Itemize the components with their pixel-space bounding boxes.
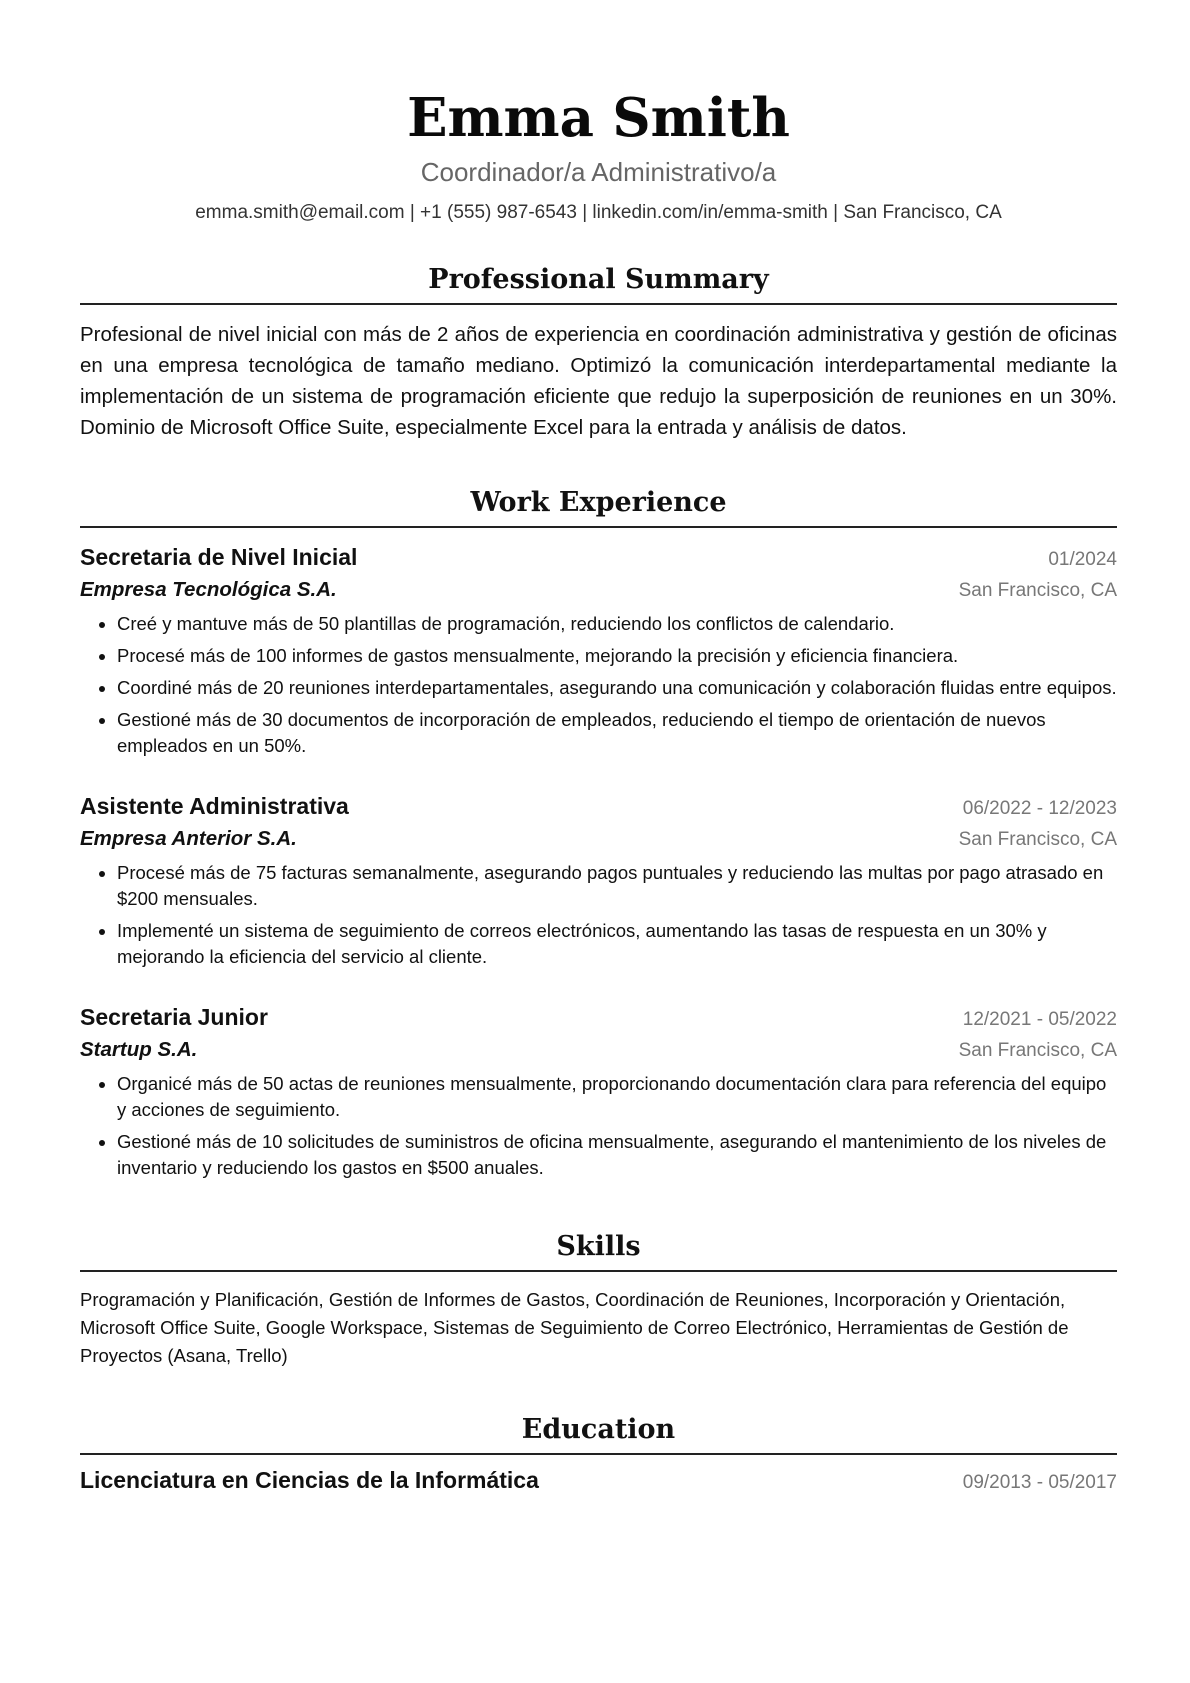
job-bullets xyxy=(80,1071,1117,1181)
degree-date: 09/2013 - 05/2017 xyxy=(962,1472,1117,1493)
job-header-row xyxy=(80,1002,1117,1035)
job-header-row xyxy=(80,542,1117,575)
job-company: Empresa Anterior S.A. xyxy=(80,827,297,850)
contact-line: emma.smith@email.com | +1 (555) 987-6543 | linkedin.com/in/emma-smith | San Francisco, CA xyxy=(195,202,1002,223)
job-entry xyxy=(80,791,1117,970)
job-date: 12/2021 - 05/2022 xyxy=(962,1009,1117,1030)
summary-heading: Professional Summary xyxy=(80,262,1117,305)
summary-text: Profesional de nivel inicial con más de 2 años de experiencia en coordinación administrativa y gestión de oficinas en una empresa tecnológica de tamaño mediano. Optimizó la comunicación interdepartamental mediante la implementación de un sistema de programación eficiente que redujo la superposición de reuniones en un 30%. Dominio de Microsoft Office Suite, especialmente Excel para la entrada y análisis de datos. xyxy=(80,323,1117,439)
job-header-row xyxy=(80,791,1117,824)
candidate-title: Coordinador/a Administrativo/a xyxy=(420,157,777,187)
skills-text: Programación y Planificación, Gestión de Informes de Gastos, Coordinación de Reuniones, Incorporación y Orientación, Microsoft Office Suite, Google Workspace, Sistemas de Seguimiento de Correo Electrónico, Herramientas de Gestión de Proyectos (Asana, Trello) xyxy=(80,1289,1069,1366)
job-location: San Francisco, CA xyxy=(958,1040,1117,1061)
resume-page xyxy=(80,0,1117,1498)
summary-section xyxy=(80,262,1117,443)
skills-section xyxy=(80,1229,1117,1370)
bullet-item: • Coordiné más de 20 reuniones interdepartamentales, asegurando una comunicación y colaboración fluidas entre equipos. xyxy=(117,675,1117,701)
candidate-name: Emma Smith xyxy=(407,87,790,149)
job-company-row xyxy=(80,824,1117,855)
degree-name: Licenciatura en Ciencias de la Informática xyxy=(80,1467,539,1493)
job-date: 01/2024 xyxy=(1048,549,1117,570)
education-entry xyxy=(80,1465,1117,1498)
job-company-row xyxy=(80,575,1117,606)
job-bullets xyxy=(80,611,1117,759)
education-section xyxy=(80,1412,1117,1498)
bullet-item: • Gestioné más de 10 solicitudes de suministros de oficina mensualmente, asegurando el mantenimiento de los niveles de inventario y reduciendo los gastos en $500 anuales. xyxy=(117,1129,1117,1181)
job-title: Asistente Administrativa xyxy=(80,793,349,819)
job-bullets xyxy=(80,860,1117,970)
resume-header xyxy=(80,0,1117,226)
job-date: 06/2022 - 12/2023 xyxy=(962,798,1117,819)
bullet-item: • Procesé más de 75 facturas semanalmente, asegurando pagos puntuales y reduciendo las multas por pago atrasado en $200 mensuales. xyxy=(117,860,1117,912)
bullet-item: • Implementé un sistema de seguimiento de correos electrónicos, aumentando las tasas de respuesta en un 30% y mejorando la eficiencia del servicio al cliente. xyxy=(117,918,1117,970)
job-title: Secretaria de Nivel Inicial xyxy=(80,544,358,570)
job-entry xyxy=(80,542,1117,759)
experience-section xyxy=(80,485,1117,1181)
education-heading: Education xyxy=(80,1412,1117,1455)
job-title: Secretaria Junior xyxy=(80,1004,268,1030)
bullet-item: • Gestioné más de 30 documentos de incorporación de empleados, reduciendo el tiempo de orientación de nuevos empleados en un 50%. xyxy=(117,707,1117,759)
job-location: San Francisco, CA xyxy=(958,580,1117,601)
job-company-row xyxy=(80,1035,1117,1066)
bullet-item: • Procesé más de 100 informes de gastos mensualmente, mejorando la precisión y eficiencia financiera. xyxy=(117,643,1117,669)
job-location: San Francisco, CA xyxy=(958,829,1117,850)
job-company: Empresa Tecnológica S.A. xyxy=(80,578,337,601)
skills-heading: Skills xyxy=(80,1229,1117,1272)
bullet-item: • Creé y mantuve más de 50 plantillas de programación, reduciendo los conflictos de calendario. xyxy=(117,611,1117,637)
job-company: Startup S.A. xyxy=(80,1038,198,1061)
experience-heading: Work Experience xyxy=(80,485,1117,528)
job-entry xyxy=(80,1002,1117,1181)
bullet-item: • Organicé más de 50 actas de reuniones mensualmente, proporcionando documentación clara para referencia del equipo y acciones de seguimiento. xyxy=(117,1071,1117,1123)
